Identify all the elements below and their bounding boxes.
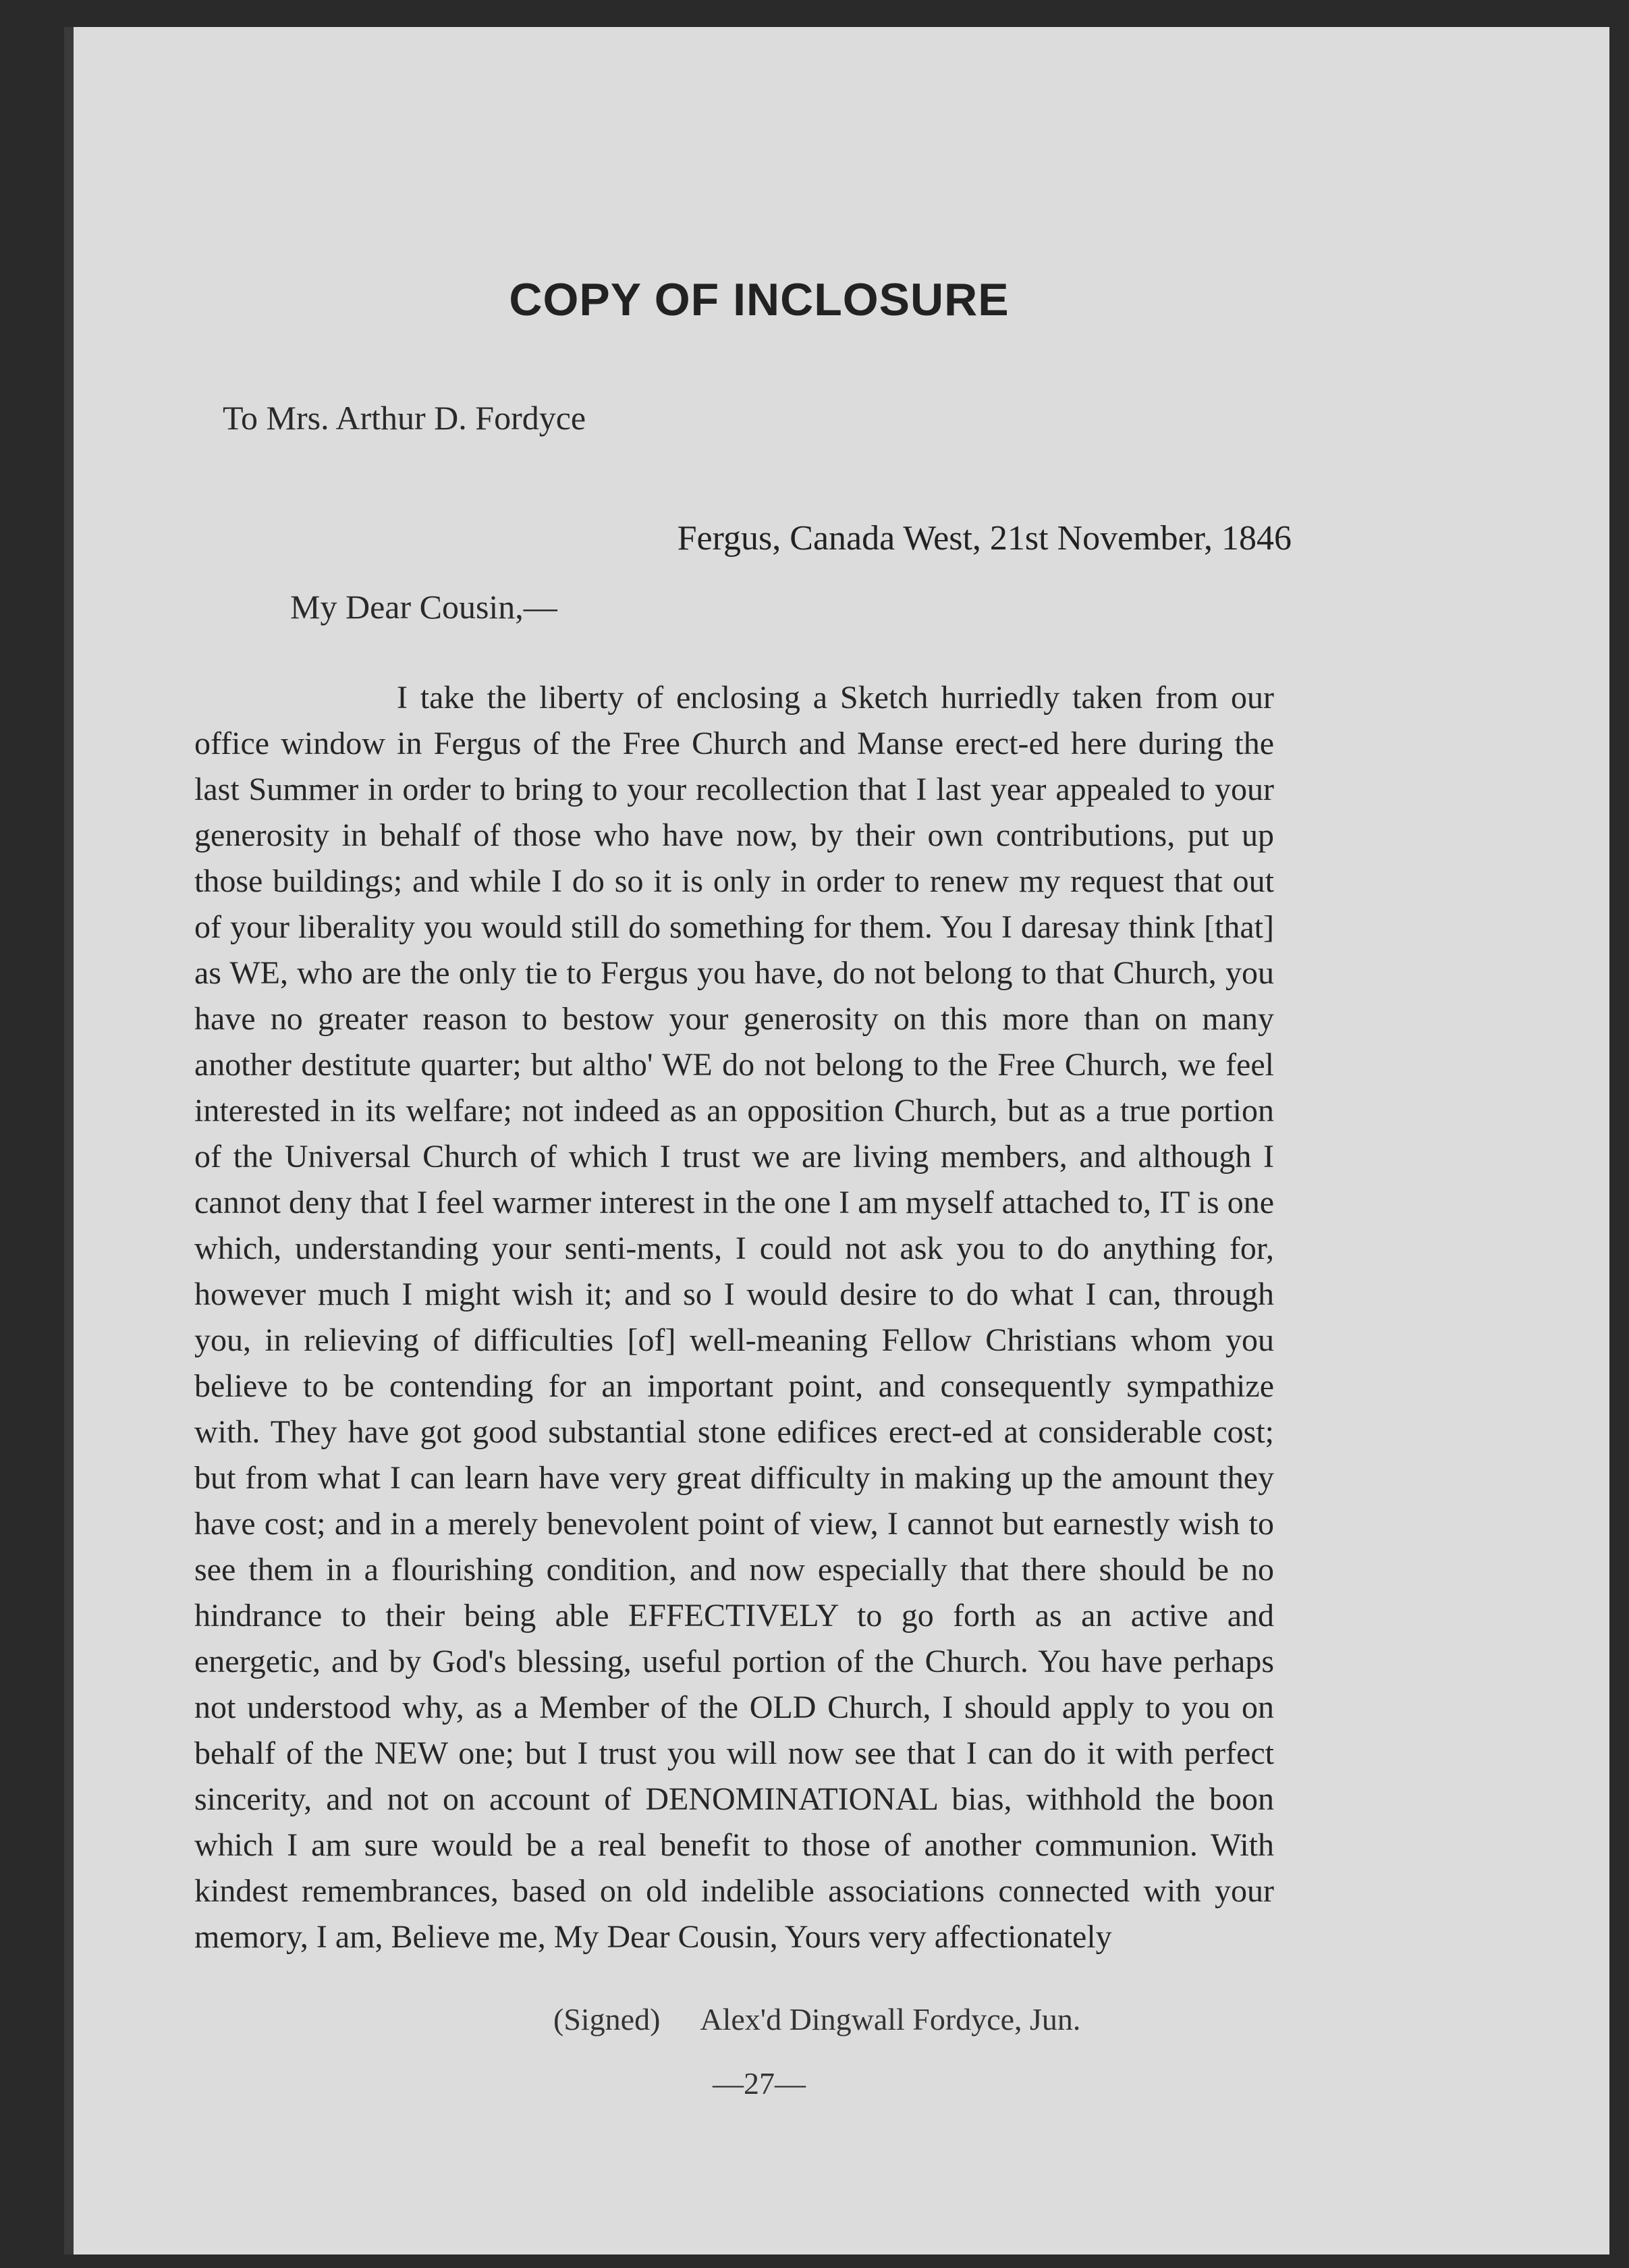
signature-prefix: (Signed): [553, 2002, 661, 2036]
letter-body: I take the liberty of enclosing a Sketch hurriedly taken from our office window in Fergus of the Free Church and Manse erect-ed here during the last Summer in order to bring to your recollection that I last year appealed to your generosity in behalf of those who have now, by their own contributions, put up those buildings; and while I do so it is only in order to renew my request that out of your liberality you would still do something for them. You I daresay think [that] as WE, who are the only tie to Fergus you have, do not belong to that Church, you have no greater reason to bestow your generosity on this more than on many another destitute quarter; but altho' WE do not belong to the Free Church, we feel interested in its welfare; not indeed as an opposition Church, but as a true portion of the Universal Church of which I trust we are living members, and although I cannot deny that I feel warmer interest in the one I am myself attached to, IT is one which, understanding your senti-ments, I could not ask you to do anything for, however much I might wish it; and so I would desire to do what I can, through you, in relieving of difficulties [of] well-meaning Fellow Christians whom you believe to be contending for an important point, and consequently sympathize with. They have got good substantial stone edifices erect-ed at considerable cost; but from what I can learn have very great difficulty in making up the amount they have cost; and in a merely benevolent point of view, I cannot but earnestly wish to see them in a flourishing condition, and now especially that there should be no hindrance to their being able EFFECTIVELY to go forth as an active and energetic, and by God's blessing, useful portion of the Church. You have perhaps not understood why, as a Member of the OLD Church, I should apply to you on behalf of the NEW one; but I trust you will now see that I can do it with perfect sincerity, and not on account of DENOMINATIONAL bias, withhold the boon which I am sure would be a real benefit to those of another communion. With kindest remembrances, based on old indelible associations connected with your memory, I am, Believe me, My Dear Cousin, Yours very affectionately: [194, 680, 1274, 1955]
salutation: My Dear Cousin,—: [290, 588, 557, 626]
dateline: Fergus, Canada West, 21st November, 1846: [677, 519, 1292, 558]
document-title: COPY OF INCLOSURE: [509, 274, 1010, 325]
page-number: —27—: [713, 2066, 806, 2101]
signature-line: [553, 2001, 1080, 2037]
addressee-line: To Mrs. Arthur D. Fordyce: [223, 399, 586, 437]
signature-name: Alex'd Dingwall Fordyce, Jun.: [700, 2002, 1081, 2036]
page-binding-edge: [64, 27, 74, 2254]
